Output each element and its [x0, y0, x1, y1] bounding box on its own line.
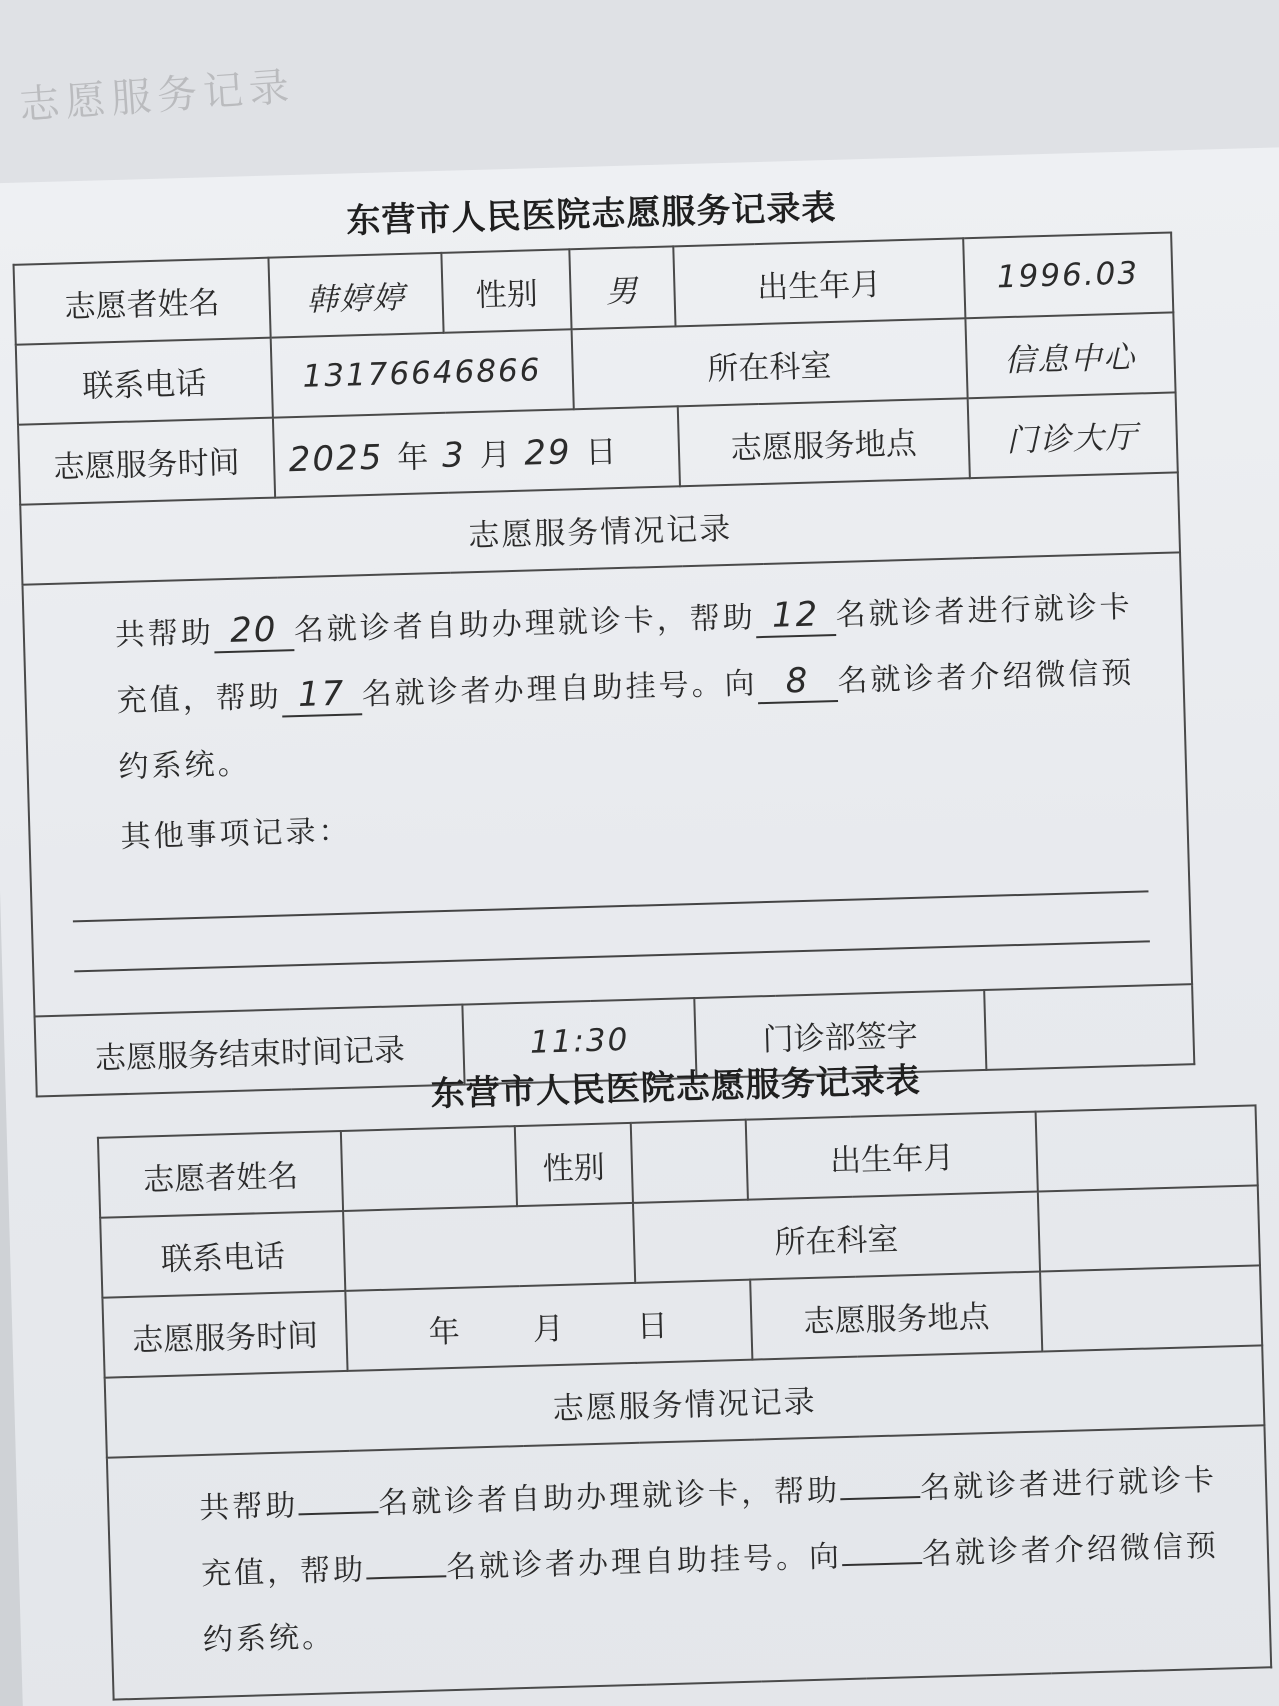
phone-label: 联系电话	[16, 338, 273, 425]
birth-value	[1036, 1105, 1258, 1191]
birth-value: 1996.03	[963, 232, 1174, 318]
register-count	[366, 1575, 446, 1579]
birth-label: 出生年月	[746, 1112, 1038, 1200]
sentence-part: 名就诊者进行就诊卡充值，帮助	[200, 1462, 1218, 1593]
wechat-count	[842, 1562, 922, 1566]
gender-value	[630, 1120, 748, 1203]
month-label: 月	[479, 436, 512, 474]
card-count: 20	[213, 609, 294, 653]
record-form-2	[95, 1043, 1272, 1700]
service-record-body	[107, 1425, 1271, 1699]
other-label: 其他事项记录：	[120, 813, 352, 856]
end-time-value: 11:30	[463, 998, 697, 1084]
service-record-body	[22, 552, 1192, 1016]
department-value	[1038, 1185, 1260, 1271]
service-date	[345, 1280, 752, 1371]
record-form-1	[11, 170, 1196, 1097]
day-label: 日	[636, 1307, 671, 1345]
month-label: 月	[532, 1310, 567, 1348]
year-value: 2025	[288, 437, 384, 480]
phone-value: 13176646866	[270, 329, 573, 417]
service-record-text	[54, 574, 1155, 803]
day-value: 29	[523, 431, 573, 474]
service-location-label: 志愿服务地点	[751, 1272, 1043, 1360]
record-table	[97, 1104, 1272, 1700]
wechat-count: 8	[757, 660, 838, 704]
record-table	[13, 231, 1196, 1097]
paper-sheet	[0, 146, 1279, 1706]
form-title: 东营市人民医院志愿服务记录表	[430, 1060, 922, 1115]
name-label: 志愿者姓名	[98, 1131, 343, 1218]
gender-label: 性别	[515, 1123, 633, 1206]
phone-label: 联系电话	[100, 1211, 345, 1298]
service-location-label: 志愿服务地点	[678, 398, 970, 486]
service-time-label: 志愿服务时间	[18, 418, 275, 505]
register-count: 17	[281, 673, 362, 717]
signature-label: 门诊部签字	[694, 990, 986, 1078]
sentence-part: 名就诊者自助办理就诊卡，帮助	[293, 600, 757, 649]
name-value: 韩婷婷	[268, 253, 444, 338]
department-label: 所在科室	[633, 1192, 1040, 1283]
section-heading: 志愿服务情况记录	[105, 1345, 1265, 1457]
name-value	[341, 1126, 517, 1211]
year-label: 年	[396, 438, 429, 476]
sentence-part: 名就诊者进行就诊卡充值，帮助	[116, 589, 1134, 720]
service-location-value: 门诊大厅	[967, 392, 1178, 478]
end-time-label: 志愿服务结束时间记录	[35, 1005, 466, 1097]
gender-value: 男	[569, 246, 675, 329]
service-date	[273, 406, 680, 497]
service-record-text	[138, 1447, 1239, 1676]
sentence-part: 名就诊者介绍微信预约系统。	[202, 1528, 1220, 1659]
form-title: 东营市人民医院志愿服务记录表	[345, 187, 837, 242]
sentence-part: 共帮助	[198, 1488, 299, 1527]
sentence-part: 名就诊者介绍微信预约系统。	[118, 655, 1135, 786]
faded-background-text: 志愿服务记录	[17, 63, 297, 129]
month-value: 3	[441, 434, 467, 476]
department-value: 信息中心	[965, 312, 1176, 398]
department-label: 所在科室	[571, 318, 967, 409]
sentence-part: 名就诊者办理自助挂号。向	[361, 666, 759, 713]
gender-label: 性别	[442, 249, 572, 333]
service-location-value	[1040, 1265, 1262, 1351]
name-label: 志愿者姓名	[14, 258, 271, 345]
card-count	[299, 1511, 379, 1515]
year-label: 年	[428, 1313, 463, 1351]
birth-label: 出生年月	[673, 238, 965, 326]
day-label: 日	[584, 433, 617, 471]
sentence-part: 名就诊者自助办理就诊卡，帮助	[377, 1473, 841, 1522]
recharge-count: 12	[755, 594, 836, 638]
phone-value	[343, 1203, 635, 1291]
section-heading: 志愿服务情况记录	[20, 472, 1180, 584]
sentence-part: 共帮助	[114, 615, 215, 654]
recharge-count	[840, 1496, 920, 1500]
service-time-label: 志愿服务时间	[102, 1291, 347, 1378]
sentence-part: 名就诊者办理自助挂号。向	[445, 1539, 843, 1586]
